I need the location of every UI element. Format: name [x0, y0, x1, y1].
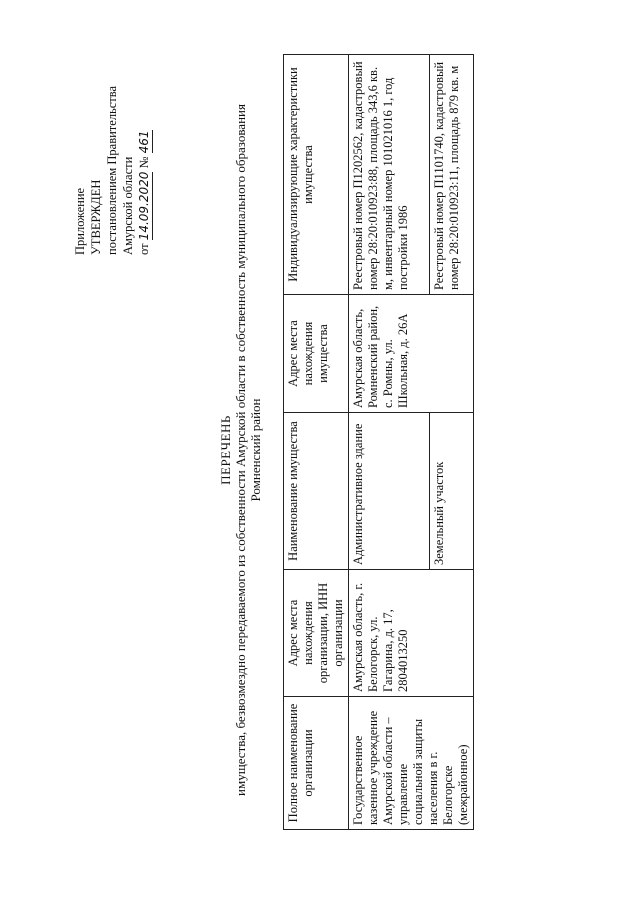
document-title: [218, 60, 263, 840]
handwritten-date: 14.09.2020: [137, 171, 151, 241]
cell-org-name: Государственное казенное учреждение Амурской области – управление социальной защиты населения в г. Белогорске (межрайонное): [349, 697, 474, 830]
header-item-name: Наименование имущества: [284, 413, 349, 570]
table-row: [349, 55, 430, 830]
property-table: [283, 54, 474, 830]
title-line-1: имущества, безвозмездно передаваемого из собственности Амурской области в собственность муниципального образования: [233, 104, 248, 796]
approval-line-2: Амурской области: [121, 156, 135, 255]
approval-line-1: постановлением Правительства: [105, 85, 119, 255]
cell-characteristics: Реестровый номер П1101740, кадастровый номер 28:20:010923:11, площадь 879 кв. м: [430, 55, 474, 295]
cell-characteristics: Реестровый номер П1202562, кадастровый номер 28:20:010923:88, площадь 343,6 кв. м, инвентарный номер 101021016 1, год постройки 1986: [349, 55, 430, 295]
title-heading: ПЕРЕЧЕНЬ: [218, 415, 233, 485]
appendix-label: Приложение: [73, 187, 87, 255]
title-line-2: Ромненский район: [248, 398, 263, 502]
header-item-address: Адрес места нахождения имущества: [284, 295, 349, 413]
handwritten-number: 461: [137, 130, 151, 154]
cell-item-address: Амурская область, Ромненский район, с. Ромны, ул. Школьная, д. 26А: [349, 295, 474, 413]
number-prefix: №: [137, 156, 151, 169]
header-characteristics: Индивидуализирующие характеристики имущества: [284, 55, 349, 295]
from-prefix: от: [137, 243, 151, 255]
cell-item-name: Административное здание: [349, 413, 430, 570]
header-org-address: Адрес места нахождения организации, ИНН организации: [284, 570, 349, 697]
table-header-row: [284, 55, 349, 830]
cell-item-name: Земельный участок: [430, 413, 474, 570]
approval-date-line: [136, 10, 153, 255]
cell-org-address: Амурская область, г. Белогорск, ул. Гагарина, д. 17, 2804013250: [349, 570, 474, 697]
header-org-name: Полное наименование организации: [284, 697, 349, 830]
approval-block: [72, 10, 153, 255]
approved-label: УТВЕРЖДЕН: [89, 179, 103, 255]
